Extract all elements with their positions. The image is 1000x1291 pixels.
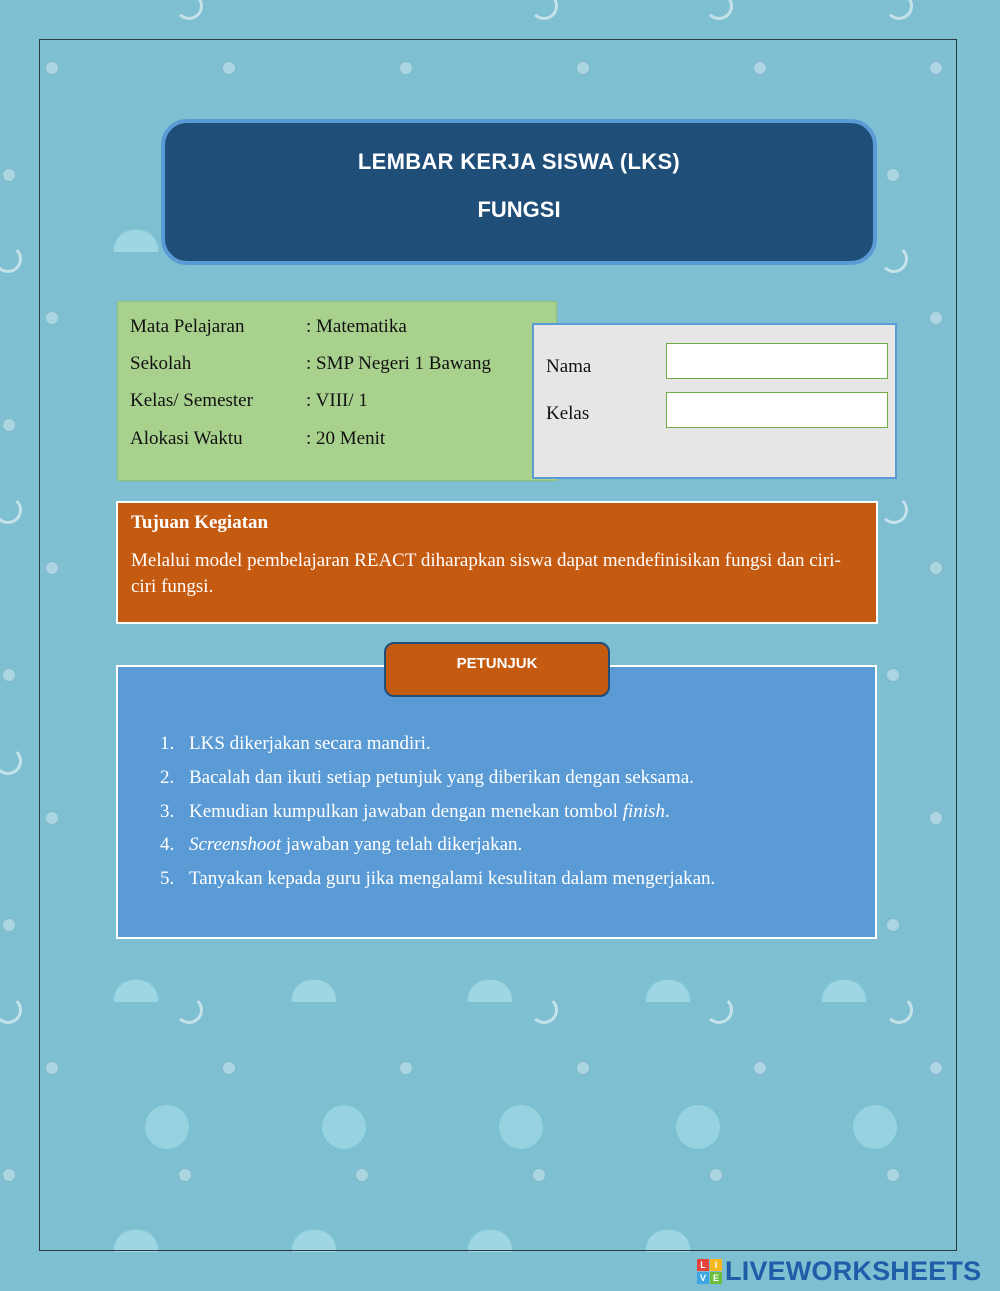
- name-field[interactable]: [666, 343, 888, 379]
- liveworksheets-logo-icon: L I V E: [697, 1259, 722, 1284]
- item-number: 1.: [160, 733, 175, 754]
- item-number: 4.: [160, 834, 175, 855]
- info-value: : Matematika: [306, 316, 407, 337]
- item-number: 2.: [160, 767, 175, 788]
- name-label: Nama: [546, 356, 592, 377]
- item-text: Bacalah dan ikuti setiap petunjuk yang diberikan dengan seksama.: [189, 767, 694, 788]
- brand-text: LIVEWORKSHEETS: [725, 1255, 982, 1286]
- item-number: 3.: [160, 801, 175, 822]
- lesson-info-box: [117, 301, 557, 481]
- item-text: Kemudian kumpulkan jawaban dengan menekan tombol finish.: [189, 801, 670, 822]
- info-label: Sekolah: [130, 353, 192, 374]
- student-info-box: [532, 323, 897, 479]
- info-label: Mata Pelajaran: [130, 316, 245, 337]
- goal-box: [116, 501, 878, 624]
- page-subtitle: FUNGSI: [477, 197, 561, 222]
- info-value: : SMP Negeri 1 Bawang: [306, 353, 492, 374]
- info-label: Alokasi Waktu: [130, 428, 243, 449]
- page-title: LEMBAR KERJA SISWA (LKS): [357, 149, 681, 174]
- info-value: : 20 Menit: [306, 428, 386, 449]
- info-label: Kelas/ Semester: [130, 390, 253, 411]
- item-text: LKS dikerjakan secara mandiri.: [189, 733, 431, 754]
- goal-title: Tujuan Kegiatan: [131, 512, 269, 533]
- info-value: : VIII/ 1: [306, 390, 368, 411]
- class-field[interactable]: [666, 392, 888, 428]
- class-label: Kelas: [546, 403, 590, 424]
- item-text: Screenshoot jawaban yang telah dikerjakan.: [189, 834, 523, 855]
- goal-text: Melalui model pembelajaran REACT diharapkan siswa dapat mendefinisikan fungsi dan ciri-ciri fungsi.: [131, 550, 841, 597]
- item-text: Tanyakan kepada guru jika mengalami kesulitan dalam mengerjakan.: [189, 868, 716, 889]
- title-banner: [161, 119, 877, 265]
- liveworksheets-brand[interactable]: [697, 1256, 981, 1286]
- instructions-header: PETUNJUK: [384, 642, 610, 697]
- item-number: 5.: [160, 868, 175, 889]
